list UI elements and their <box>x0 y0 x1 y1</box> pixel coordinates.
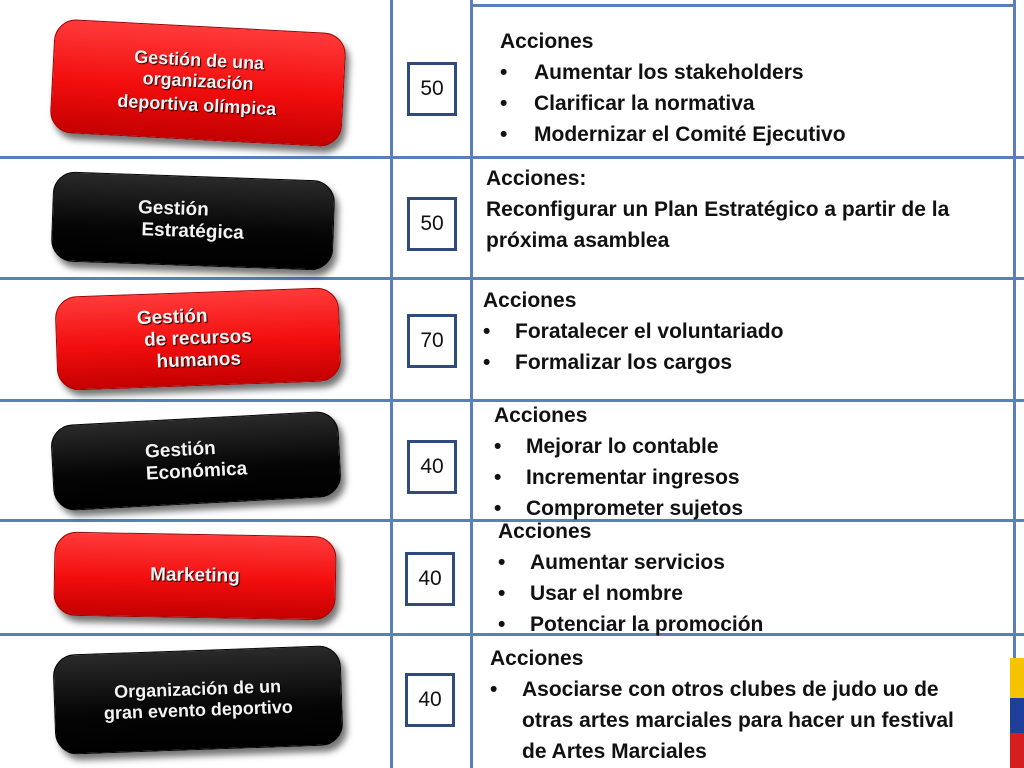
category-label-line: organización <box>142 67 255 94</box>
action-item: • Aumentar servicios <box>498 547 998 578</box>
actions-title: Acciones: <box>486 167 587 190</box>
bullet-icon: • <box>500 123 508 146</box>
flag-stripe-decoration <box>1010 658 1024 768</box>
actions-title: Acciones <box>483 289 577 312</box>
bullet-icon: • <box>494 466 502 489</box>
actions-title: Acciones <box>494 404 588 427</box>
action-item: • Foratalecer el voluntariado <box>483 316 993 347</box>
score-box: 40 <box>407 440 457 494</box>
grid-hline-top <box>470 4 1016 7</box>
category-label-line: Organización de un <box>113 676 282 703</box>
grid-hline-1 <box>0 156 1024 159</box>
actions-list <box>490 674 1000 767</box>
grid-vline-left <box>390 0 393 768</box>
category-pill-marketing <box>53 532 336 621</box>
category-pill-gran-evento <box>52 645 343 755</box>
actions-list <box>494 431 994 524</box>
action-item: • Incrementar ingresos <box>494 462 994 493</box>
category-label-line: Gestión <box>136 305 208 330</box>
actions-cell <box>483 285 993 378</box>
action-item: • Usar el nombre <box>498 578 998 609</box>
category-label-line: de recursos <box>143 326 253 351</box>
category-pill-gestion-estrategica <box>51 171 336 271</box>
actions-cell <box>486 163 996 256</box>
bullet-icon: • <box>490 678 498 701</box>
actions-list <box>483 316 993 378</box>
category-label-line: Marketing <box>149 564 241 587</box>
bullet-icon: • <box>494 497 502 520</box>
score-box: 50 <box>407 62 457 116</box>
category-label-line: deportiva olímpica <box>116 91 277 120</box>
actions-list <box>500 57 1000 150</box>
action-item: • Modernizar el Comité Ejecutivo <box>500 119 1000 150</box>
category-label-line: Gestión de una <box>133 46 265 74</box>
bullet-icon: • <box>498 551 506 574</box>
action-paragraph: Reconfigurar un Plan Estratégico a partir de la próxima asamblea <box>486 198 950 252</box>
category-label-line: gran evento deportivo <box>103 696 294 724</box>
action-item: • Comprometer sujetos <box>494 493 994 524</box>
actions-list <box>498 547 998 640</box>
action-item: • Formalizar los cargos <box>483 347 993 378</box>
actions-cell <box>500 26 1000 150</box>
action-item: • Asociarse con otros clubes de judo uo de otras artes marciales para hacer un festival de Artes Marciales <box>490 674 982 767</box>
grid-vline-mid <box>470 0 473 768</box>
actions-title: Acciones <box>498 520 592 543</box>
bullet-icon: • <box>483 351 491 374</box>
actions-title: Acciones <box>500 30 594 53</box>
category-pill-gestion-economica <box>50 411 342 512</box>
category-label-line: Estratégica <box>141 219 245 244</box>
action-item: • Potenciar la promoción <box>498 609 998 640</box>
actions-cell <box>498 516 998 640</box>
category-label-line: humanos <box>156 348 242 373</box>
category-label-line: Gestión <box>144 438 217 463</box>
score-box: 40 <box>405 552 455 606</box>
category-pill-recursos-humanos <box>54 287 341 391</box>
bullet-icon: • <box>500 92 508 115</box>
score-box: 50 <box>407 197 457 251</box>
actions-cell <box>494 400 994 524</box>
grid-vline-right <box>1013 0 1016 768</box>
action-item: • Mejorar lo contable <box>494 431 994 462</box>
actions-cell <box>490 643 1000 767</box>
action-item: • Clarificar la normativa <box>500 88 1000 119</box>
category-pill-organizacion-olimpica <box>49 18 347 147</box>
bullet-icon: • <box>500 61 508 84</box>
score-box: 40 <box>405 673 455 727</box>
bullet-icon: • <box>498 613 506 636</box>
grid-hline-2 <box>0 277 1024 280</box>
bullet-icon: • <box>498 582 506 605</box>
action-item: • Aumentar los stakeholders <box>500 57 1000 88</box>
actions-title: Acciones <box>490 647 584 670</box>
category-label-line: Económica <box>145 458 248 485</box>
bullet-icon: • <box>494 435 502 458</box>
score-box: 70 <box>407 314 457 368</box>
bullet-icon: • <box>483 320 491 343</box>
category-label-line: Gestión <box>137 197 210 221</box>
